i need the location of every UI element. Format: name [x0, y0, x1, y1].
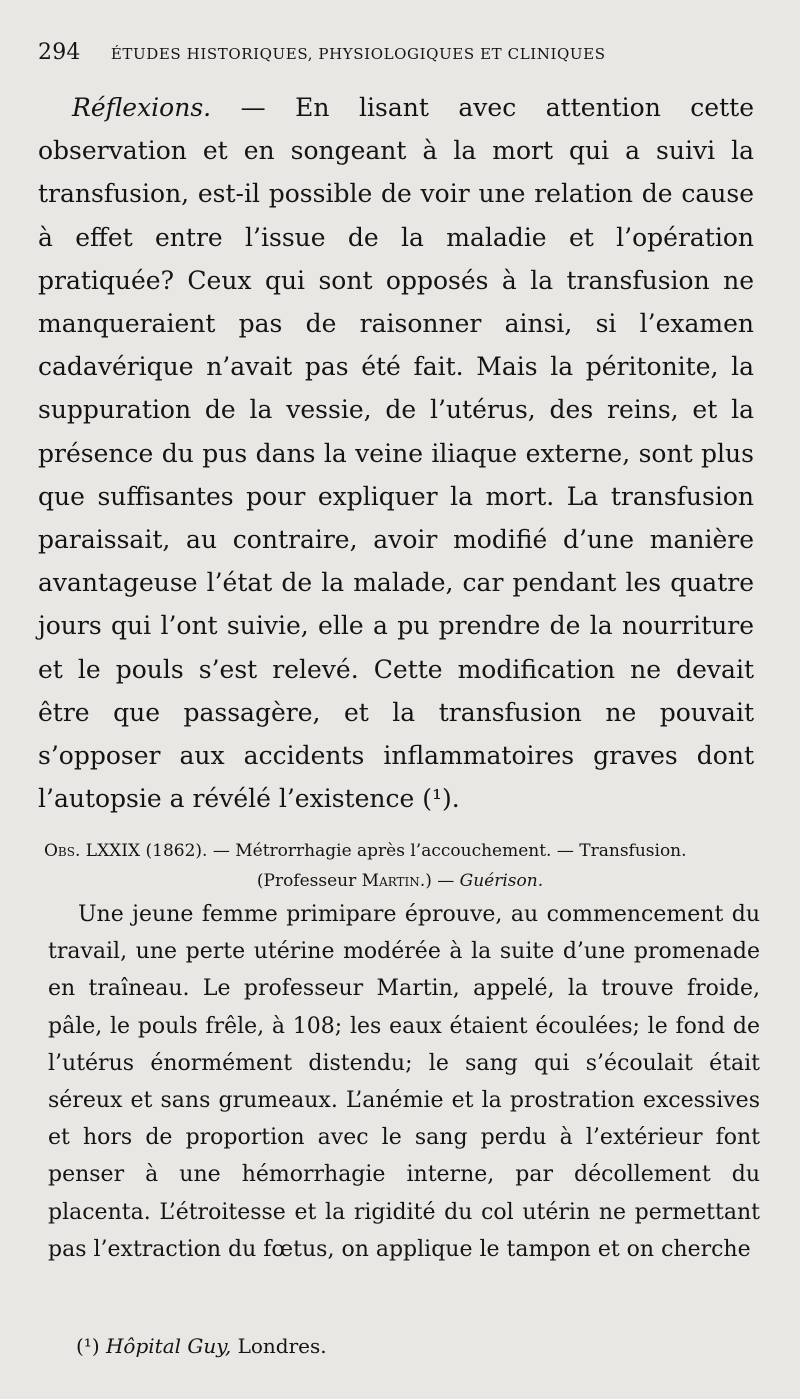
running-header — [38, 40, 758, 65]
observation-line1: (1862). — Métrorrhagie après l’accouchement. — Transfusion. — [140, 841, 687, 861]
running-title: ÉTUDES HISTORIQUES, PHYSIOLOGIQUES ET CLINIQUES — [110, 45, 606, 63]
observation-line2-mid: .) — — [419, 871, 460, 891]
footnote-hospital: Hôpital Guy, — [105, 1334, 232, 1358]
professor-name: Martin — [361, 871, 420, 891]
reflexions-lead: Réflexions. — [72, 93, 212, 122]
case-paragraph: Une jeune femme primipare éprouve, au commencement du travail, une perte utérine modérée à la suite d’une promenade en traîneau. Le professeur Martin, appelé, la trouve froide, pâle, le pouls frêle, à 108; les eaux étaient écoulées; le fond de l’utérus énormément distendu; le sang qui s’écoulait était séreux et sans grumeaux. L’anémie et la prostration excessives et hors de proportion avec le sang perdu à l’extérieur font penser à une hémorrhagie interne, par décollement du placenta. L’étroitesse et la rigidité du col utérin ne permettant pas l’extraction du fœtus, on applique le tampon et on cherche — [48, 902, 760, 1262]
footnote — [76, 1334, 676, 1358]
observation-heading — [44, 836, 756, 896]
reflexions-paragraph — [38, 86, 754, 820]
reflexions-text: — En lisant avec attention cette observation et en songeant à la mort qui a suivi la transfusion, est-il possible de voir une relation de cause à effet entre l’issue de la maladie et l’opération pratiquée? Ceux qui sont opposés à la transfusion ne manqueraient pas de raisonner ainsi, si l’examen cadavérique n’avait pas été fait. Mais la péritonite, la suppuration de la vessie, de l’utérus, des reins, et la présence du pus dans la veine iliaque externe, sont plus que suffisantes pour expliquer la mort. La transfusion paraissait, au contraire, avoir modifié d’une manière avantageuse l’état de la malade, car pendant les quatre jours qui l’ont suivie, elle a pu prendre de la nourriture et le pouls s’est relevé. Cette modification ne devait être que passagère, et la transfusion ne pouvait s’opposer aux accidents inflammatoires graves dont l’autopsie a révélé l’existence (¹). — [38, 93, 754, 814]
observation-label: Obs. LXXIX — [44, 841, 141, 861]
footnote-marker: (¹) — [76, 1334, 100, 1358]
observation-outcome: Guérison. — [459, 871, 544, 891]
observation-line2-pre: (Professeur — [256, 871, 362, 891]
footnote-place: Londres. — [231, 1334, 327, 1358]
page-number: 294 — [38, 40, 81, 65]
observation-line2 — [44, 866, 756, 896]
